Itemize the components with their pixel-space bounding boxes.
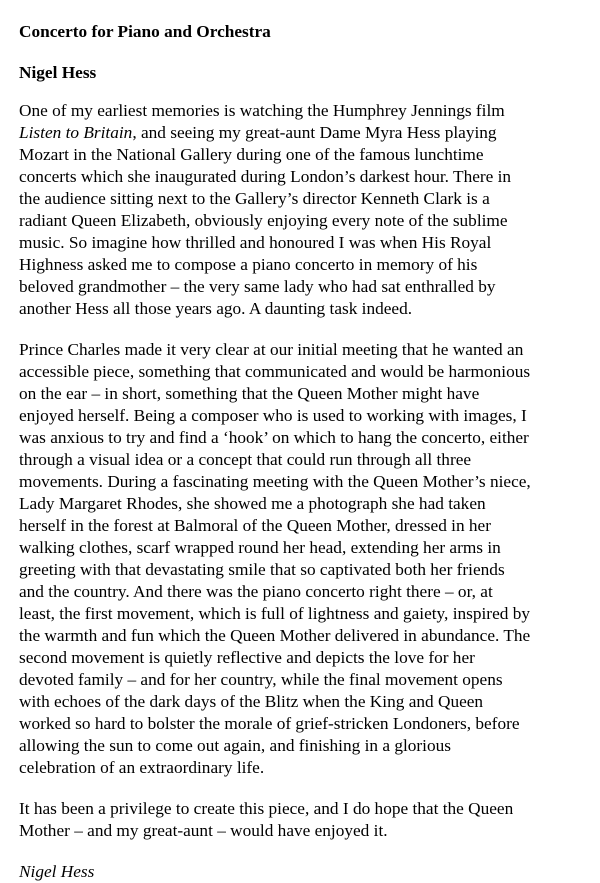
author-name: Nigel Hess xyxy=(19,63,97,82)
text-line: and the country. And there was the piano concerto right there – or, at xyxy=(19,582,493,601)
text-line: Lady Margaret Rhodes, she showed me a photograph she had taken xyxy=(19,494,486,513)
text-line: greeting with that devastating smile that so captivated both her friends xyxy=(19,560,505,579)
text-line: worked so hard to bolster the morale of grief-stricken Londoners, before xyxy=(19,714,520,733)
paragraph-closing xyxy=(19,798,591,842)
paragraph-concerto-inspiration xyxy=(19,339,591,779)
text-line: Prince Charles made it very clear at our initial meeting that he wanted an xyxy=(19,340,524,359)
text-fragment: , and seeing my great-aunt Dame Myra Hess playing xyxy=(132,123,497,142)
text-line: Mother – and my great-aunt – would have enjoyed it. xyxy=(19,821,388,840)
text-line: accessible piece, something that communicated and would be harmonious xyxy=(19,362,531,381)
signature: Nigel Hess xyxy=(19,862,95,881)
text-line: enjoyed herself. Being a composer who is used to working with images, I xyxy=(19,406,527,425)
text-line: walking clothes, scarf wrapped round her head, extending her arms in xyxy=(19,538,501,557)
text-line: devoted family – and for her country, while the final movement opens xyxy=(19,670,503,689)
text-line: music. So imagine how thrilled and honoured I was when His Royal xyxy=(19,233,492,252)
text-line: allowing the sun to come out again, and finishing in a glorious xyxy=(19,736,451,755)
text-line: the warmth and fun which the Queen Mother delivered in abundance. The xyxy=(19,626,531,645)
text-line: It has been a privilege to create this piece, and I do hope that the Queen xyxy=(19,799,514,818)
text-line: on the ear – in short, something that the Queen Mother might have xyxy=(19,384,480,403)
text-line: concerts which she inaugurated during London’s darkest hour. There in xyxy=(19,167,512,186)
text-line: One of my earliest memories is watching the Humphrey Jennings film xyxy=(19,101,505,120)
text-line: the audience sitting next to the Gallery’s director Kenneth Clark is a xyxy=(19,189,490,208)
text-line: least, the first movement, which is full of lightness and gaiety, inspired by xyxy=(19,604,530,623)
text-line: beloved grandmother – the very same lady who had sat enthralled by xyxy=(19,277,496,296)
text-line: through a visual idea or a concept that could run through all three xyxy=(19,450,472,469)
text-line: herself in the forest at Balmoral of the Queen Mother, dressed in her xyxy=(19,516,491,535)
paragraph-memories xyxy=(19,100,591,320)
document-title: Concerto for Piano and Orchestra xyxy=(19,22,271,41)
text-line: movements. During a fascinating meeting with the Queen Mother’s niece, xyxy=(19,472,531,491)
document-page xyxy=(19,18,591,883)
text-line: was anxious to try and find a ‘hook’ on which to hang the concerto, either xyxy=(19,428,529,447)
text-line: with echoes of the dark days of the Blitz when the King and Queen xyxy=(19,692,484,711)
text-line: celebration of an extraordinary life. xyxy=(19,758,265,777)
text-line: second movement is quietly reflective and depicts the love for her xyxy=(19,648,475,667)
text-line: Highness asked me to compose a piano concerto in memory of his xyxy=(19,255,478,274)
text-line: radiant Queen Elizabeth, obviously enjoying every note of the sublime xyxy=(19,211,508,230)
text-line: another Hess all those years ago. A daunting task indeed. xyxy=(19,299,413,318)
text-line: Mozart in the National Gallery during one of the famous lunchtime xyxy=(19,145,484,164)
text-line xyxy=(19,122,591,144)
film-title: Listen to Britain xyxy=(19,123,133,142)
